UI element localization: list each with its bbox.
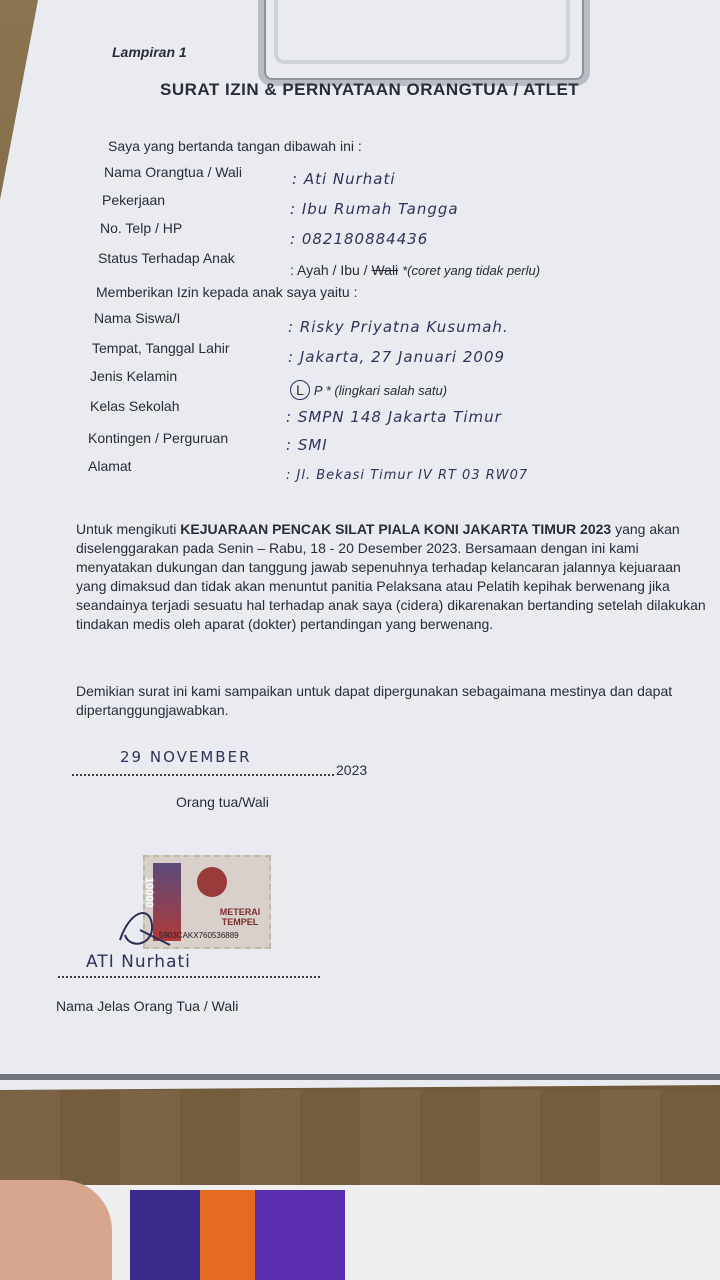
field-value-status xyxy=(290,262,540,278)
field-value-address: : Jl. Bekasi Timur IV RT 03 RW07 xyxy=(286,468,529,483)
circled-gender: L xyxy=(290,380,310,400)
field-value-parent-name: : Ati Nurhati xyxy=(292,170,396,188)
stamp-code: 5903CAKX760536889 xyxy=(159,931,239,940)
status-struck-option: Wali xyxy=(371,262,399,278)
field-label-address: Alamat xyxy=(88,458,132,474)
closing-paragraph: Demikian surat ini kami sampaikan untuk dapat dipergunakan sebagaimana mestinya dan dapat dipertanggungjawabkan. xyxy=(76,683,673,718)
date-dotted-line xyxy=(72,774,334,776)
snack-pack-3 xyxy=(255,1190,345,1280)
field-label-gender: Jenis Kelamin xyxy=(90,368,178,384)
field-label-occupation: Pekerjaan xyxy=(102,192,166,208)
thumb xyxy=(0,1180,112,1280)
statement-body: yang akan diselenggarakan pada Senin – Rabu, 18 - 20 Desember 2023. Bersamaan dengan ini kami menyatakan dukungan dan tanggung jawab sepenuhnya terhadap kelancaran jalannya kejuaraan yang dimaksud dan tidak akan menuntut panitia Pelaksana atau Pelatih kepihak berwenang jika seandainya terjadi sesuatu hal terhadap anak saya (cidera) dikarenakan bertanding setelah dilakukan tindakan medis oleh aparat (dokter) pertandingan yang berwenang. xyxy=(76,521,706,632)
field-label-status: Status Terhadap Anak xyxy=(98,250,235,266)
clipboard-wood xyxy=(0,1090,720,1190)
attachment-label: Lampiran 1 xyxy=(112,44,187,60)
intro-text: Saya yang bertanda tangan dibawah ini : xyxy=(108,138,362,154)
permission-intro: Memberikan Izin kepada anak saya yaitu : xyxy=(96,284,358,300)
document-title: SURAT IZIN & PERNYATAAN ORANGTUA / ATLET xyxy=(160,80,580,99)
name-dotted-line xyxy=(58,976,320,978)
field-value-phone: : 082180884436 xyxy=(290,230,429,248)
date-handwritten: 29 NOVEMBER xyxy=(120,748,252,766)
field-label-contingent: Kontingen / Perguruan xyxy=(88,430,229,446)
paper-edge xyxy=(0,1074,720,1080)
field-value-contingent: : SMI xyxy=(286,436,328,454)
field-label-student-name: Nama Siswa/I xyxy=(94,310,181,326)
field-value-student-name: : Risky Priyatna Kusumah. xyxy=(288,318,509,336)
clipboard-clip-inner xyxy=(274,0,570,64)
gender-options: P * (lingkari salah satu) xyxy=(313,383,448,398)
field-value-class: : SMPN 148 Jakarta Timur xyxy=(286,408,502,426)
garuda-emblem-icon xyxy=(197,867,227,897)
stamp-label: METERAI TEMPEL xyxy=(219,907,261,927)
field-label-class: Kelas Sekolah xyxy=(90,398,180,414)
date-year: 2023 xyxy=(336,762,368,778)
field-label-parent-name: Nama Orangtua / Wali xyxy=(104,164,242,180)
snack-pack-1 xyxy=(130,1190,200,1280)
signature-scribble xyxy=(110,900,190,960)
stamp-value: 10000 xyxy=(143,877,155,908)
field-label-phone: No. Telp / HP xyxy=(100,220,183,236)
status-options: : Ayah / Ibu / xyxy=(290,262,368,278)
field-value-birth: : Jakarta, 27 Januari 2009 xyxy=(288,348,506,366)
statement-lead: Untuk mengikuti xyxy=(76,521,177,537)
field-value-occupation: : Ibu Rumah Tangga xyxy=(290,200,459,218)
status-note: *(coret yang tidak perlu) xyxy=(402,263,541,278)
name-handwritten: ATI Nurhati xyxy=(86,952,191,972)
field-value-gender xyxy=(290,380,447,400)
snack-pack-2 xyxy=(200,1190,255,1280)
signer-role: Orang tua/Wali xyxy=(176,794,269,810)
name-caption: Nama Jelas Orang Tua / Wali xyxy=(56,998,239,1014)
event-name: KEJUARAAN PENCAK SILAT PIALA KONI JAKARTA TIMUR 2023 xyxy=(180,521,612,537)
field-label-birth: Tempat, Tanggal Lahir xyxy=(92,340,230,356)
statement-paragraph xyxy=(76,520,708,634)
